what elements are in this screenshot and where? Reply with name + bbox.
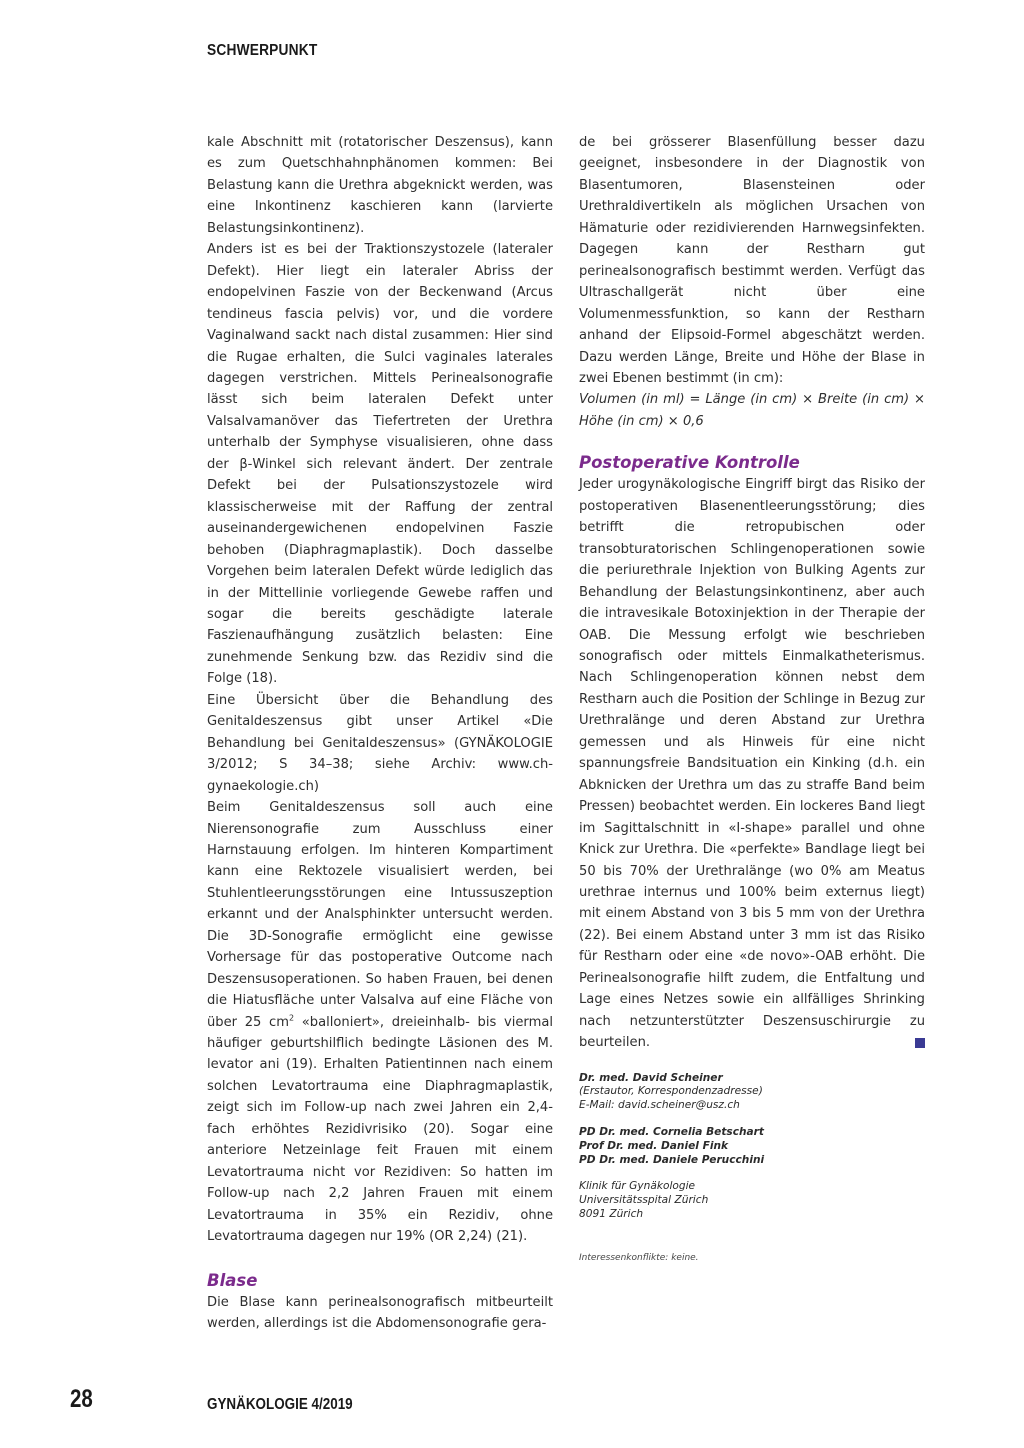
body-text: «balloniert», dreieinhalb- bis viermal häufiger geburtshilflich bedingte Läsionen des M. levator ani (19). Erhalten Patientinnen nach einem solchen Levatortrauma eine Diaphragmaplastik, zeigt sich im Follow-up nach zwei Jahren ein 2,4-fach erhöhtes Rezidivrisiko (20). Sogar eine anteriore Netzeinlage feit Frauen mit einem Levatortrauma nicht vor Rezidiven: So hatten im Follow-up nach 2,2 Jahren Frauen mit einem Levatortrauma in 35% ein Rezidiv, ohne Levatortrauma dagegen nur 19% (OR 2,24) (21). xyxy=(207,1014,553,1245)
address-line: Universitätsspital Zürich xyxy=(579,1194,709,1207)
coauthor-name: PD Dr. med. Cornelia Betschart xyxy=(579,1125,764,1138)
volume-formula: Volumen (in ml) = Länge (in cm) × Breite (in cm) × Höhe (in cm) × 0,6 xyxy=(579,392,925,429)
section-heading-postoperative: Postoperative Kontrolle xyxy=(579,453,800,473)
superscript: 2 xyxy=(289,1013,295,1023)
body-paragraph xyxy=(207,797,553,1248)
author-email[interactable]: E-Mail: david.scheiner@usz.ch xyxy=(579,1099,740,1112)
address-line: 8091 Zürich xyxy=(579,1207,644,1220)
author-block xyxy=(579,1072,925,1222)
conflicts-of-interest: Interessenkonflikte: keine. xyxy=(579,1252,699,1263)
journal-issue: GYNÄKOLOGIE 4/2019 xyxy=(207,1396,353,1413)
coauthor-name: Prof Dr. med. Daniel Fink xyxy=(579,1139,729,1152)
section-header: SCHWERPUNKT xyxy=(207,42,318,59)
coauthor-name: PD Dr. med. Daniele Perucchini xyxy=(579,1153,765,1166)
left-column xyxy=(207,132,553,1334)
page-number: 28 xyxy=(70,1385,93,1413)
body-paragraph: Anders ist es bei der Traktionszystozele (lateraler Defekt). Hier liegt ein lateraler Abriss der endopelvinen Faszie von der Beckenwand (Arcus tendineus fascia pelvis) vor, und die vordere Vaginalwand sackt nach distal zusammen: Hier sind die Rugae erhalten, die Sulci vaginales laterales dagegen verstrichen. Mittels Perinealsonografie lässt sich beim lateralen Defekt unter Valsalvamanöver das Tiefertreten der Urethra unterhalb der Symphyse visualisieren, ohne dass der β-Winkel sich relevant ändert. Der zentrale Defekt bei der Pulsationszystozele wird klassischerweise mit der Raffung der zentral auseinandergewichenen endopelvinen Faszie behoben (Diaphragmaplastik). Doch dasselbe Vorgehen beim lateralen Defekt würde lediglich das in der Mittellinie vorliegende Gewebe raffen und sogar die bereits geschädigte laterale Faszienaufhängung zusätzlich belasten: Eine zunehmende Senkung bzw. das Rezidiv sind die Folge (18). xyxy=(207,242,553,687)
body-paragraph: kale Abschnitt mit (rotatorischer Deszensus), kann es zum Quetschhahnphänomen kommen: Bei Belastung kann die Urethra abgeknickt werden, was eine Inkontinenz kaschieren kann (larvierte Belastungsinkontinenz). xyxy=(207,135,553,236)
right-column xyxy=(579,132,925,1269)
body-paragraph: Eine Übersicht über die Behandlung des Genitaldeszensus gibt unser Artikel «Die Behandlung bei Genitaldeszensus» (GYNÄKOLOGIE 3/2012; S 34–38; siehe Archiv: www.ch-gynaekologie.ch) xyxy=(207,692,553,794)
address-line: Klinik für Gynäkologie xyxy=(579,1180,696,1193)
body-paragraph xyxy=(579,474,925,1053)
body-text: Beim Genitaldeszensus soll auch eine Nierensonografie zum Ausschluss einer Harnstauung erfolgen. Im hinteren Kompartiment kann eine Rektozele visualisiert werden, bei Stuhlentleerungsstörungen eine Intussuszeption erkannt und der Analsphinkter untersucht werden. Die 3D-Sonografie ermöglicht eine gewisse Vorhersage für das postoperative Outcome nach Deszensusoperationen. So haben Frauen, bei denen die Hiatusfläche unter Valsalva auf eine Fläche von über 25 cm xyxy=(207,800,553,1030)
body-paragraph: de bei grösserer Blasenfüllung besser dazu geeignet, insbesondere in der Diagnostik von Blasentumoren, Blasensteinen oder Urethraldivertikeln als möglichen Ursachen von Hämaturie oder rezidivierenden Harnwegsinfekten. Dagegen kann der Restharn gut perinealsonografisch bestimmt werden. Verfügt das Ultraschallgerät nicht über eine Volumenmessfunktion, so kann der Restharn anhand der Elipsoid-Formel abgeschätzt werden. Dazu werden Länge, Breite und Höhe der Blase in zwei Ebenen bestimmt (in cm): xyxy=(579,135,925,386)
end-of-article-mark-icon xyxy=(915,1038,925,1048)
body-text: Jeder urogynäkologische Eingriff birgt das Risiko der postoperativen Blasenentleerungsstörung; dies betrifft die retropubischen oder transobturatorischen Schlingenoperationen sowie die periurethrale Injektion von Bulking Agents zur Behandlung der Belastungsinkontinenz, aber auch die intravesikale Botoxinjektion in der Therapie der OAB. Die Messung erfolgt wie beschrieben sonografisch oder mittels Einmalkatheterismus. Nach Schlingenoperation können nebst dem Restharn auch die Position der Schlinge in Bezug zur Urethralänge und deren Abstand zur Urethra gemessen und als Hinweis für eine nicht spannungsfreie Bandsituation ein Kinking (d.h. ein Abknicken der Urethra um das zu straffe Band beim Pressen) beobachtet werden. Ein lockeres Band liegt im Sagittalschnitt in «I-shape» parallel und ohne Knick zur Urethra. Die «perfekte» Bandlage liegt bei 50 bis 70% der Urethralänge (wo 0% am Meatus urethrae internus und 100% beim externus liegt) mit einem Abstand von 3 bis 5 mm von der Urethra (22). Bei einem Abstand unter 3 mm ist das Risiko für Restharn oder eine «de novo»-OAB erhöht. Die Perinealsonografie hilft zudem, die Entfaltung und Lage eines Netzes sowie ein allfälliges Shrinking nach netzunterstützter Deszensuschirurgie zu beurteilen. xyxy=(579,477,925,1051)
section-heading-blase: Blase xyxy=(207,1270,258,1290)
author-name: Dr. med. David Scheiner xyxy=(579,1071,723,1084)
author-role: (Erstautor, Korrespondenzadresse) xyxy=(579,1085,763,1098)
body-paragraph: Die Blase kann perinealsonografisch mitbeurteilt werden, allerdings ist die Abdomensonografie gera- xyxy=(207,1294,553,1332)
